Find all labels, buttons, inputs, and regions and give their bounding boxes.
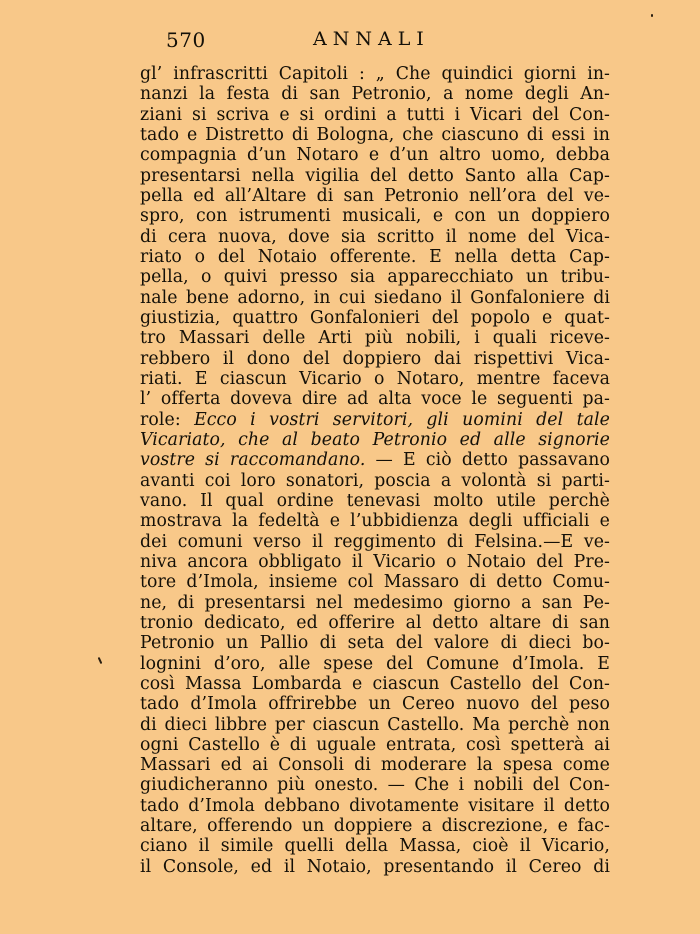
text-segment: compagnia d’un Notaro e d’un altro uomo, debba [140, 145, 610, 166]
running-head: ANNALI [313, 28, 430, 50]
text-line [140, 715, 610, 735]
text-line [140, 654, 610, 674]
text-segment: riato o del Notaio offerente. E nella detta Cap- [140, 246, 610, 267]
text-segment: di cera nuova, dove sia scritto il nome del Vica- [140, 226, 610, 247]
text-segment: tado d’Imola debbano divotamente visitare il detto [140, 795, 610, 816]
text-segment: tore d’Imola, insieme col Massaro di detto Comu- [140, 572, 610, 593]
text-line [140, 84, 610, 104]
text-line [140, 674, 610, 694]
text-line [140, 430, 610, 450]
text-segment: pella ed all’Altare di san Petronio nell’ora del ve- [140, 185, 610, 206]
text-line [140, 328, 610, 348]
text-segment: ziani si scriva e si ordini a tutti i Vicari del Con- [140, 104, 610, 125]
text-line [140, 735, 610, 755]
text-line [140, 267, 610, 287]
text-line [140, 410, 610, 430]
text-line [140, 349, 610, 369]
text-line [140, 471, 610, 491]
text-segment: role: [140, 409, 195, 430]
text-segment: il Console, ed il Notaio, presentando il Cereo di [140, 856, 610, 877]
text-segment: — E ciò detto passavano [365, 450, 610, 471]
page-header [0, 28, 700, 54]
text-line [140, 389, 610, 409]
text-line [140, 186, 610, 206]
text-segment: vano. Il qual ordine tenevasi molto utile perchè [140, 490, 610, 511]
text-line [140, 491, 610, 511]
italic-text: Vicariato, che al beato Petronio ed alle signorie [140, 429, 610, 450]
text-segment: gl’ infrascritti Capitoli : „ Che quindici giorni in- [140, 64, 610, 84]
text-segment: giustizia, quattro Gonfalonieri del popolo e quat- [140, 307, 610, 328]
text-line [140, 166, 610, 186]
text-line [140, 369, 610, 389]
text-line [140, 775, 610, 795]
page-number: 570 [166, 28, 206, 52]
ink-speck [98, 657, 103, 664]
text-segment: altare, offerendo un doppiere a discrezione, e fac- [140, 816, 610, 837]
text-line [140, 816, 610, 836]
text-line [140, 288, 610, 308]
italic-text: Ecco i vostri servitori, gli uomini del tale [194, 409, 610, 430]
text-segment: tronio dedicato, ed offerire al detto altare di san [140, 612, 610, 633]
text-line [140, 593, 610, 613]
text-segment: nale bene adorno, in cui siedano il Gonfaloniere di [140, 287, 610, 308]
text-line [140, 572, 610, 592]
text-segment: ogni Castello è di uguale entrata, così spetterà ai [140, 734, 610, 755]
text-line [140, 145, 610, 165]
text-segment: tado d’Imola offrirebbe un Cereo nuovo del peso [140, 694, 610, 715]
text-segment: tro Massari delle Arti più nobili, i quali riceve- [140, 328, 610, 349]
text-line [140, 755, 610, 775]
text-segment: tado e Distretto di Bologna, che ciascuno di essi in [140, 124, 610, 145]
text-segment: lognini d’oro, alle spese del Comune d’Imola. E [140, 653, 610, 674]
body-text [140, 64, 610, 877]
text-line [140, 247, 610, 267]
text-segment: ciano il simile quelli della Massa, cioè il Vicario, [140, 836, 610, 857]
text-segment: niva ancora obbligato il Vicario o Notaio del Pre- [140, 551, 610, 572]
text-segment: giudicheranno più onesto. — Che i nobili del Con- [140, 775, 610, 796]
text-segment: mostrava la fedeltà e l’ubbidienza degli ufficiali e [140, 511, 610, 532]
text-line [140, 105, 610, 125]
text-segment: dei comuni verso il reggimento di Felsina.—E ve- [140, 531, 610, 552]
text-segment: nanzi la festa di san Petronio, a nome degli An- [140, 84, 610, 105]
text-line [140, 857, 610, 877]
text-line [140, 532, 610, 552]
text-line [140, 227, 610, 247]
text-segment: ne, di presentarsi nel medesimo giorno a san Pe- [140, 592, 610, 613]
text-line [140, 552, 610, 572]
text-segment: pella, o quivi presso sia apparecchiato un tribu- [140, 267, 610, 288]
text-line [140, 694, 610, 714]
text-segment: riati. E ciascun Vicario o Notaro, mentre faceva [140, 368, 610, 389]
text-segment: Petronio un Pallio di seta del valore di dieci bo- [140, 633, 610, 654]
text-line [140, 613, 610, 633]
ink-speck [651, 14, 653, 17]
text-line [140, 796, 610, 816]
text-segment: di dieci libbre per ciascun Castello. Ma perchè non [140, 714, 610, 735]
text-segment: rebbero il dono del doppiero dai rispettivi Vica- [140, 348, 610, 369]
text-segment: presentarsi nella vigilia del detto Santo alla Cap- [140, 165, 610, 186]
text-line [140, 836, 610, 856]
text-segment: avanti coi loro sonatori, poscia a volontà si parti- [140, 470, 610, 491]
text-line [140, 125, 610, 145]
text-line [140, 308, 610, 328]
text-line [140, 64, 610, 84]
text-segment: l’ offerta doveva dire ad alta voce le seguenti pa- [140, 389, 610, 410]
text-line [140, 206, 610, 226]
italic-text: vostre si raccomandano. [140, 450, 366, 471]
text-segment: spro, con istrumenti musicali, e con un doppiero [140, 206, 610, 227]
text-segment: Massari ed ai Consoli di moderare la spesa come [140, 755, 610, 776]
text-line [140, 450, 610, 470]
text-line [140, 511, 610, 531]
text-segment: così Massa Lombarda e ciascun Castello del Con- [140, 673, 610, 694]
text-line [140, 633, 610, 653]
